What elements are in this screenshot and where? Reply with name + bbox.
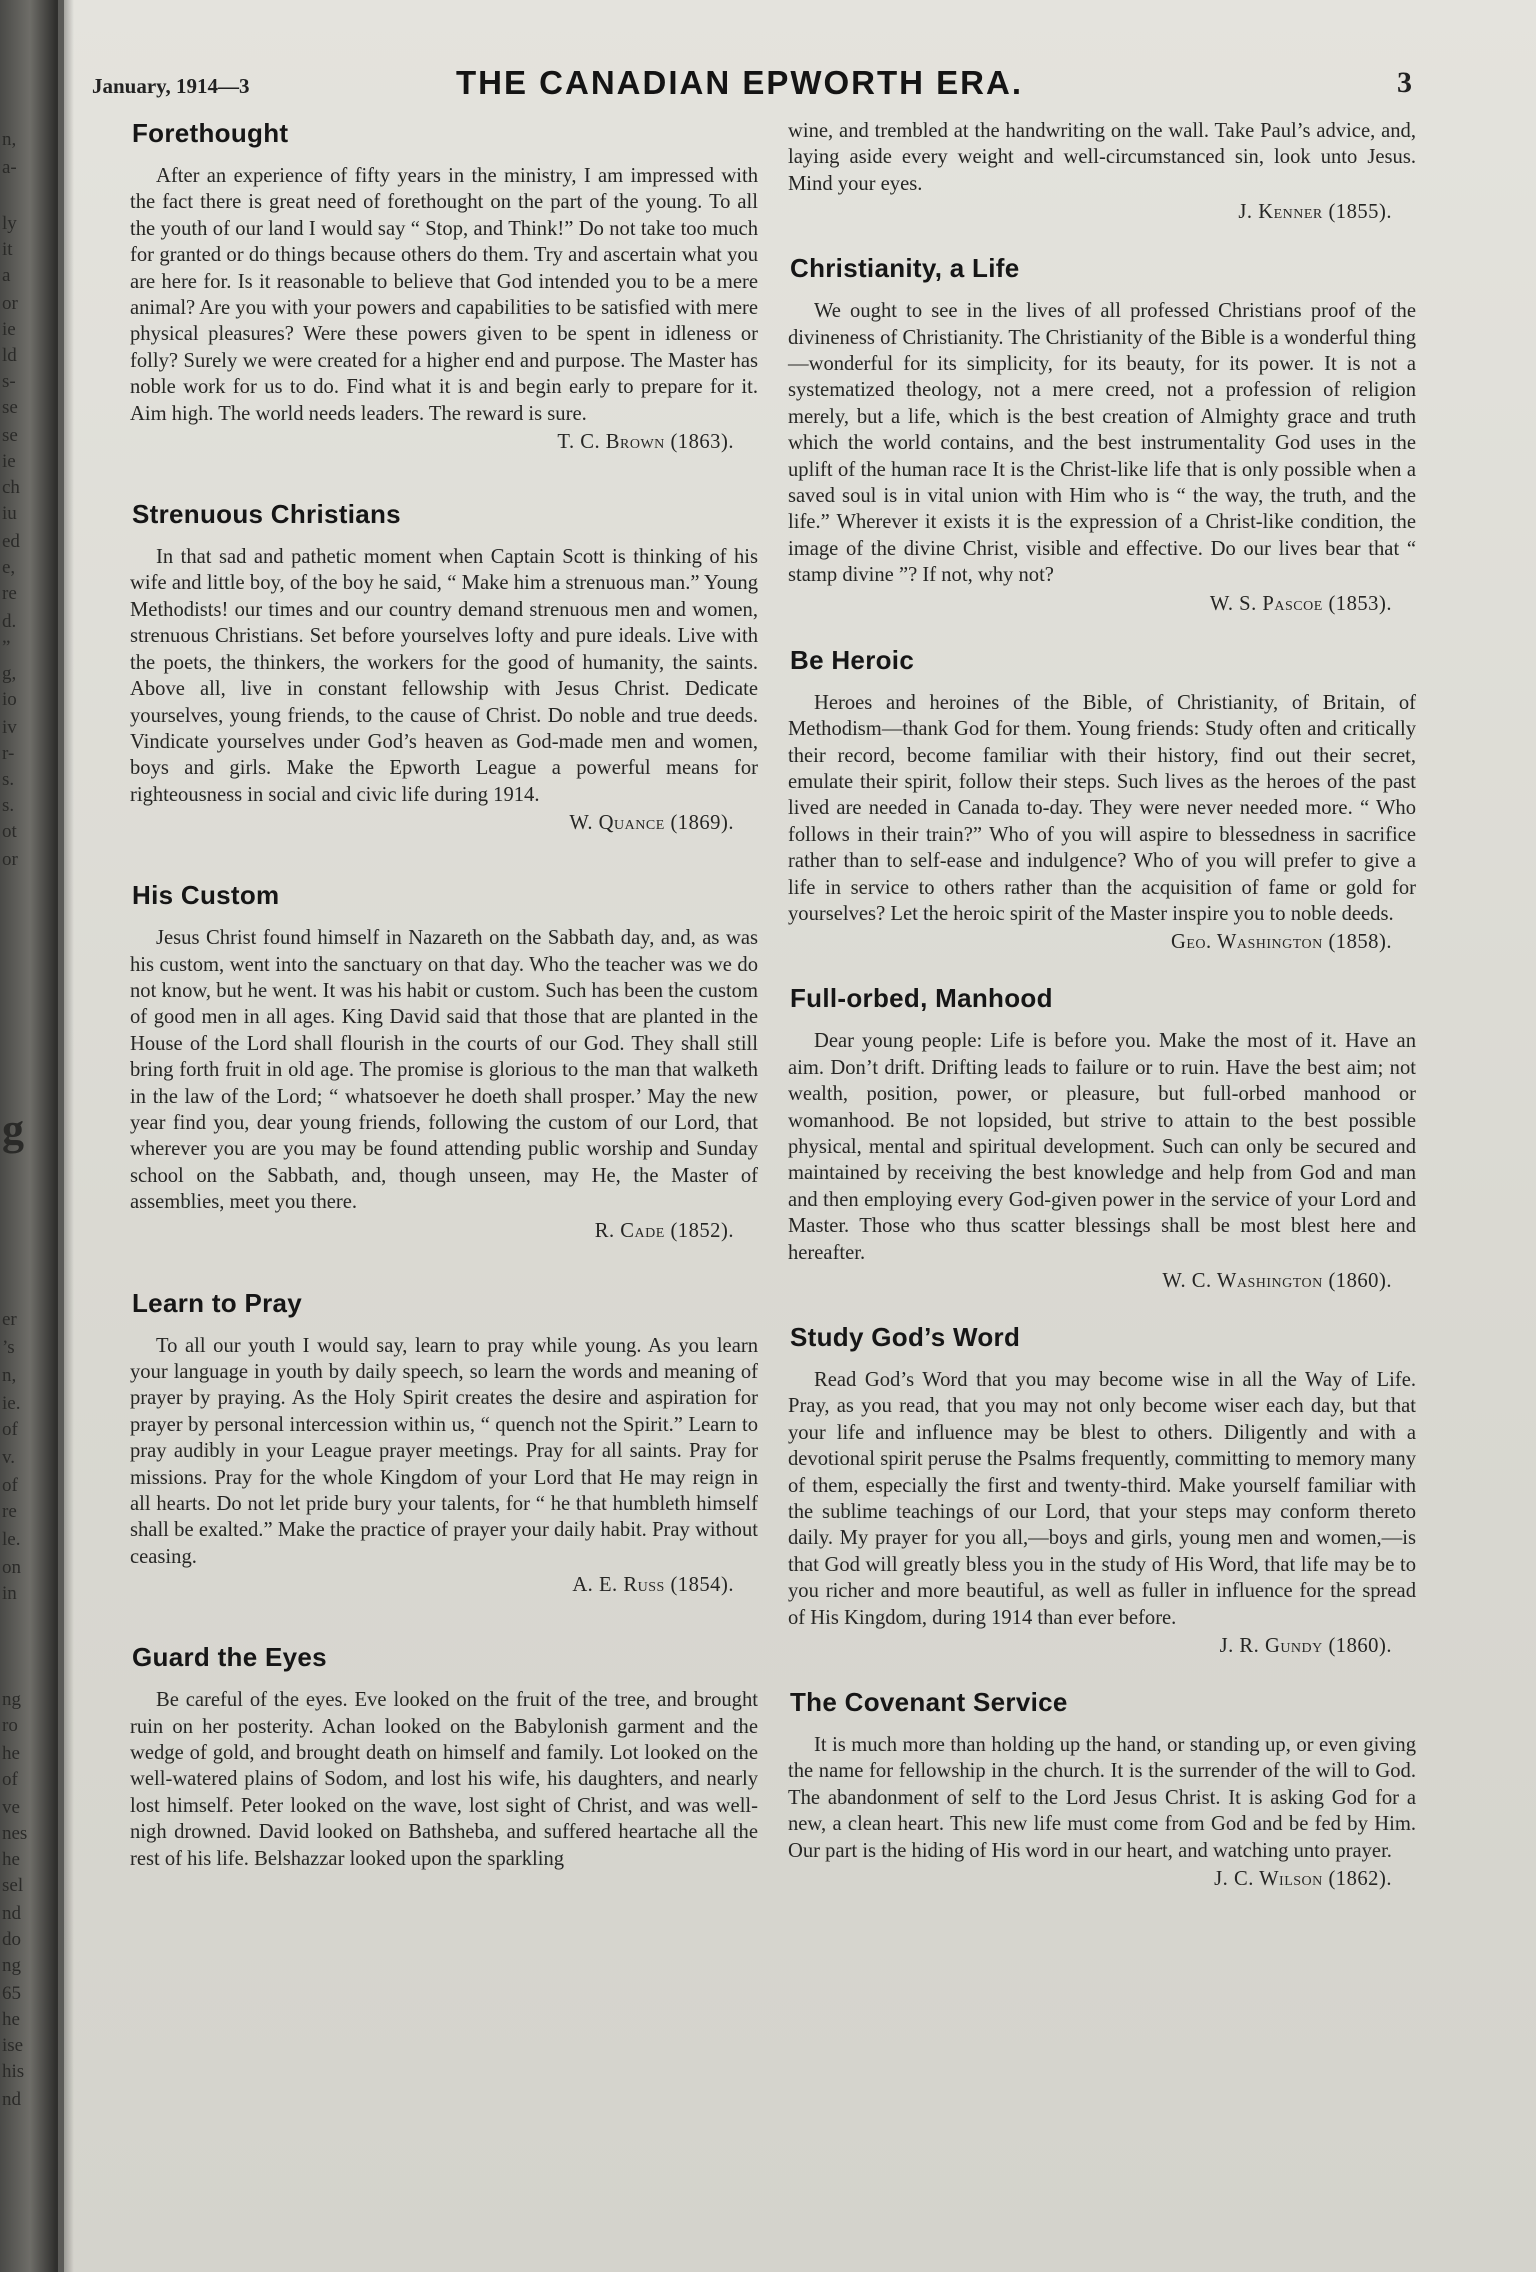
margin-text-fragment: ng	[2, 1689, 21, 1710]
article-signature	[130, 1216, 758, 1246]
author-name: J. Kenner	[1238, 201, 1323, 224]
margin-text-fragment: of	[2, 1419, 18, 1440]
margin-text-fragment: nd	[2, 2089, 21, 2110]
margin-text-fragment: nd	[2, 1903, 21, 1924]
margin-text-fragment: a	[2, 265, 11, 286]
margin-text-fragment: ie	[2, 319, 16, 340]
margin-text-fragment: he	[2, 1743, 20, 1764]
article-body: Dear young people: Life is before you. Make the most of it. Have an aim. Don’t drift. Drifting leads to failure or to ruin. Have the best aim; not wealth, position, power, or pleasure, but full-orbed manhood or womanhood. Be not lopsided, but strive to attain to the best possible physical, mental and spiritual development. Such can only be secured and maintained by receiving the best knowledge and help from God and man and then employing every God-given power in the service of your Lord and Master. Those who thus scatter blessings shall be most blest here and hereafter.	[788, 1030, 1416, 1264]
margin-text-fragment: or	[2, 293, 18, 314]
article-covenant-service	[788, 1687, 1416, 1894]
author-year: (1854).	[670, 1574, 734, 1597]
margin-text-fragment: do	[2, 1929, 21, 1950]
margin-text-fragment: in	[2, 1583, 17, 1604]
article-title: Guard the Eyes	[132, 1642, 327, 1673]
author-year: (1860).	[1328, 1635, 1392, 1658]
author-name: A. E. Russ	[572, 1574, 665, 1597]
margin-text-fragment: re	[2, 583, 17, 604]
margin-text-fragment: of	[2, 1769, 18, 1790]
author-name: J. C. Wilson	[1214, 1868, 1323, 1891]
margin-text-fragment: d.	[2, 611, 17, 632]
margin-text-fragment: he	[2, 1849, 20, 1870]
article-title: Learn to Pray	[132, 1287, 303, 1318]
margin-text-fragment: ise	[2, 2035, 24, 2056]
margin-text-fragment: ld	[2, 345, 17, 366]
left-column	[130, 118, 758, 1872]
author-name: W. S. Pascoe	[1209, 592, 1323, 615]
right-column	[788, 118, 1416, 1894]
author-year: (1862).	[1328, 1868, 1392, 1891]
article-his-custom	[130, 880, 758, 1245]
margin-text-fragment: ch	[2, 477, 20, 498]
margin-text-fragment: g,	[2, 663, 17, 684]
margin-text-fragment: n,	[2, 1365, 17, 1386]
article-title: Strenuous Christians	[132, 499, 401, 530]
author-year: (1855).	[1328, 201, 1392, 224]
author-name: Geo. Washington	[1170, 931, 1323, 954]
author-year: (1853).	[1328, 592, 1392, 615]
author-name: R. Cade	[594, 1219, 665, 1242]
margin-text-fragment: ie.	[2, 1393, 21, 1414]
margin-text-fragment: n,	[2, 129, 17, 150]
article-title: His Custom	[132, 880, 280, 911]
margin-text-fragment: of	[2, 1475, 18, 1496]
margin-text-fragment: iv	[2, 717, 17, 738]
author-year: (1852).	[670, 1219, 734, 1242]
article-body-continuation: wine, and trembled at the handwriting on the wall. Take Paul’s advice, and, laying aside every weight and well-circumstanced sin, look unto Jesus. Mind your eyes.	[788, 120, 1416, 195]
margin-text-fragment: sel	[2, 1875, 24, 1896]
article-signature	[788, 1631, 1416, 1661]
author-year: (1860).	[1328, 1270, 1392, 1292]
article-guard-the-eyes-continued	[788, 118, 1416, 227]
margin-text-fragment: ve	[2, 1797, 20, 1818]
margin-text-fragment: a-	[2, 157, 17, 178]
margin-text-fragment: se	[2, 397, 18, 418]
article-body: Jesus Christ found himself in Nazareth on the Sabbath day, and, as was his custom, went into the sanctuary on that day. Who the teacher was we do not know, but he went. It was his habit or custom. Such has been the custom of good men in all ages. King David said that those that are planted in the House of the Lord shall flourish in the courts of our God. They shall still bring forth fruit in old age. The promise is glorious to the man that walketh in the law of the Lord; “ whatsoever he doeth shall prosper.’ May the new year find you, dear young friends, following the custom of our Lord, that wherever you are you may be found attending public worship and Sunday school on the Sabbath, and, though unseen, may He, the Master of assemblies, meet you there.	[130, 927, 758, 1214]
margin-text-fragment: le.	[2, 1529, 21, 1550]
margin-text-fragment: ie	[2, 451, 16, 472]
margin-text-fragment: ot	[2, 821, 17, 842]
article-signature	[788, 589, 1416, 619]
margin-text-fragment: or	[2, 849, 18, 870]
article-signature	[788, 197, 1416, 227]
margin-text-fragment: he	[2, 2009, 20, 2030]
author-name: T. C. Brown	[557, 431, 665, 454]
article-full-orbed-manhood	[788, 983, 1416, 1296]
article-title: Be Heroic	[790, 644, 915, 675]
page-header	[92, 64, 1412, 112]
article-title: Forethought	[132, 118, 289, 148]
margin-text-fragment: his	[2, 2061, 25, 2082]
margin-text-fragment: e,	[2, 557, 16, 578]
article-body: Read God’s Word that you may become wise in all the Way of Life. Pray, as you read, that you may not only become wiser each day, but that your life and influence may be blest to others. Diligently and with a devotional spirit peruse the Psalms frequently, committing to memory many of them, especially the first and twenty-third. Make yourself familiar with the sublime teachings of our Lord, that your steps may conform thereto daily. My prayer for you all,—boys and girls, young men and women,—is that God will greatly bless you in the study of His Word, that life may be to you richer and more beautiful, as well as fuller in influence for the spread of His Kingdom, during 1914 than ever before.	[788, 1369, 1416, 1629]
article-signature	[130, 427, 758, 457]
article-study-gods-word	[788, 1322, 1416, 1661]
margin-text-fragment: on	[2, 1557, 21, 1578]
margin-text-fragment: er	[2, 1309, 17, 1330]
article-title: Study God’s Word	[790, 1322, 1021, 1352]
author-year: (1863).	[670, 431, 734, 454]
article-signature	[788, 1266, 1416, 1296]
issue-date: January, 1914—3	[92, 74, 250, 98]
margin-text-fragment: s.	[2, 795, 15, 816]
author-year: (1858).	[1328, 931, 1392, 954]
margin-text-fragment: io	[2, 689, 17, 710]
margin-text-fragment: re	[2, 1501, 17, 1522]
article-title: Full-orbed, Manhood	[790, 983, 1053, 1014]
margin-text-fragment: nes	[2, 1823, 28, 1844]
article-body: Heroes and heroines of the Bible, of Christianity, of Britain, of Methodism—thank God for them. Young friends: Study often and critically their record, become familiar with their history, find out their secret, emulate their spirit, follow their steps. Such lives as the heroes of the past lived are needed in Canada to-day. They were never needed more. “ Who follows in their train?” Who of you will aspire to blessedness in sacrifice rather than to self-ease and indulgence? Who of you will prefer to give a life in service to others rather than the acquisition of fame or gold for yourselves? Let the heroic spirit of the Master inspire you to noble deeds.	[788, 691, 1416, 925]
article-body: After an experience of fifty years in the ministry, I am impressed with the fact there is great need of forethought on the part of the young. To all the youth of our land I would say “ Stop, and Think!” Do not take too much for granted or do things because others do them. Try and ascertain what you are here for. Is it reasonable to believe that God intended you to be a mere animal? Are you with your powers and capabilities to be satisfied with mere physical pleasures? Were these powers given to be spent in idleness or folly? Surely we were created for a higher end and purpose. The Master has noble work for us to do. Find what it is and begin early to prepare for it. Aim high. The world needs leaders. The reward is sure.	[130, 165, 758, 425]
margin-text-fragment: s-	[2, 371, 16, 392]
article-signature	[788, 927, 1416, 957]
article-body: Be careful of the eyes. Eve looked on the fruit of the tree, and brought ruin on her posterity. Achan looked on the Babylonish garment and the wedge of gold, and brought death on himself and family. Lot looked on the well-watered plains of Sodom, and lost his wife, his daughters, and nearly lost himself. Peter looked on the wave, lost sight of Christ, and was well-nigh drowned. David looked on Bathsheba, and suffered heartache all the rest of his life. Belshazzar looked upon the sparkling	[130, 1689, 758, 1870]
margin-text-fragment: ly	[2, 213, 17, 234]
article-signature	[788, 1864, 1416, 1894]
article-signature	[130, 808, 758, 838]
margin-text-fragment: 65	[2, 1983, 21, 2004]
page-number: 3	[1397, 66, 1412, 99]
publication-title: THE CANADIAN EPWORTH ERA.	[456, 64, 1023, 101]
margin-text-fragment: s.	[2, 769, 15, 790]
page-gutter-shadow	[64, 0, 74, 2272]
author-name: W. C. Washington	[1162, 1270, 1323, 1292]
margin-text-fragment: it	[2, 239, 13, 260]
article-body: It is much more than holding up the hand, or standing up, or even giving the name for fellowship in the church. It is the surrender of the will to God. The abandonment of self to the Lord Jesus Christ. It is asking God for a new, a clean heart. This new life must come from God and be fed by Him. Our part is the hiding of His word in our heart, and watching unto prayer.	[788, 1734, 1416, 1862]
article-signature	[130, 1570, 758, 1600]
adjacent-page-margin	[0, 0, 58, 2272]
article-body: In that sad and pathetic moment when Captain Scott is thinking of his wife and little boy, of the boy he said, “ Make him a strenuous man.” Young Methodists! our times and our country demand strenuous men and women, strenuous Christians. Set before yourselves lofty and pure ideals. Live with the poets, the thinkers, the workers for the good of humanity, the saints. Above all, live in constant fellowship with Jesus Christ. Dedicate yourselves, young friends, to the cause of Christ. Do noble and true deeds. Vindicate yourselves under God’s heaven as God-made men and women, boys and girls. Make the Epworth League a powerful means for righteousness in social and civic life during 1914.	[130, 546, 758, 806]
margin-text-fragment: ng	[2, 1955, 21, 1976]
article-christianity-a-life	[788, 253, 1416, 618]
article-learn-to-pray	[130, 1288, 758, 1601]
margin-text-fragment: g	[2, 1105, 24, 1154]
article-strenuous-christians	[130, 499, 758, 838]
article-forethought	[130, 118, 758, 457]
article-body: We ought to see in the lives of all professed Christians proof of the divineness of Christianity. The Christianity of the Bible is a wonderful thing—wonderful for its simplicity, for its beauty, for its power. It is not a systematized theology, not a mere creed, not a profession of religion merely, but a life, which is the best creation of Almighty grace and truth which the world contains, and the best instrumentality God uses in the uplift of the human race It is the Christ-like life that is only possible when a saved soul is in vital union with Him who is “ the way, the truth, and the life.” Wherever it exists it is the expression of a Christ-like condition, the image of the divine Christ, visible and effective. Do our lives bear that “ stamp divine ”? If not, why not?	[788, 300, 1416, 587]
margin-text-fragment: ro	[2, 1715, 18, 1736]
margin-text-fragment: v.	[2, 1447, 16, 1468]
author-name: J. R. Gundy	[1219, 1635, 1323, 1658]
article-guard-the-eyes	[130, 1642, 758, 1872]
margin-text-fragment: ’s	[2, 1337, 15, 1358]
margin-text-fragment: se	[2, 425, 18, 446]
article-title: Christianity, a Life	[790, 253, 1020, 284]
article-title: The Covenant Service	[790, 1687, 1068, 1718]
author-name: W. Quance	[569, 812, 665, 835]
margin-text-fragment: r-	[2, 743, 15, 764]
margin-text-fragment: ed	[2, 531, 20, 552]
author-year: (1869).	[670, 812, 734, 835]
article-body: To all our youth I would say, learn to pray while young. As you learn your language in youth by daily speech, so learn the words and meaning of prayer by praying. As the Holy Spirit creates the desire and aspiration for prayer by personal intercession within us, “ quench not the Spirit.” Learn to pray audibly in your League prayer meetings. Pray for all saints. Pray for missions. Pray for the whole Kingdom of your Lord that He may reign in all hearts. Do not let pride bury your talents, for “ he that humbleth himself shall be exalted.” Make the practice of prayer your daily habit. Pray without ceasing.	[130, 1334, 758, 1568]
margin-text-fragment: ”	[2, 637, 11, 658]
article-be-heroic	[788, 645, 1416, 958]
margin-text-fragment: iu	[2, 503, 17, 524]
